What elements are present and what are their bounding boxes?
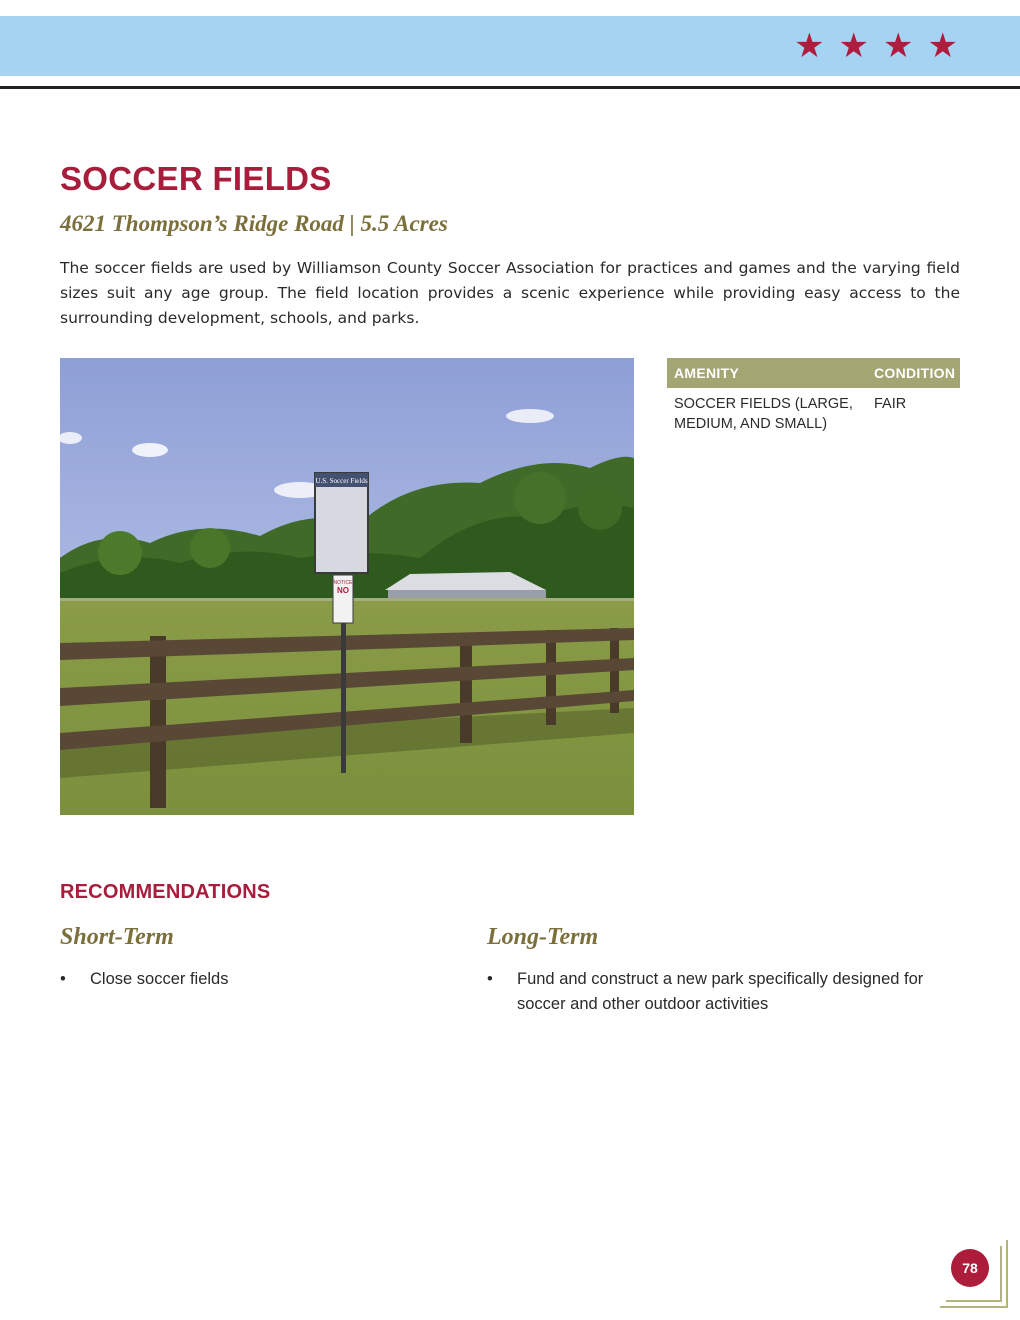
star-icon: ★ [883,26,914,66]
notice-header-text: NOTICE [333,580,353,586]
amenity-table [667,358,960,434]
star-icon: ★ [838,26,870,66]
long-term-heading: Long-Term [487,924,599,950]
amenity-cell: SOCCER FIELDS (LARGE, MEDIUM, AND SMALL) [674,396,853,432]
star-icon: ★ [794,26,825,66]
short-term-list [60,967,460,992]
page-subtitle: 4621 Thompson’s Ridge Road | 5.5 Acres [60,211,448,236]
page-title: SOCCER FIELDS [60,160,332,197]
long-term-list [487,967,957,1017]
page-number: 78 [951,1249,989,1287]
notice-no-text: NO [337,586,349,595]
header-divider [0,86,1020,89]
list-item: • Fund and construct a new park specifically designed for soccer and other outdoor activities [487,967,957,1017]
sign-title-text: U.S. Soccer Fields [315,477,368,485]
star-row [794,26,958,66]
table-row [667,388,960,434]
condition-cell: FAIR [874,396,907,412]
star-icon: ★ [927,26,958,66]
condition-column-header: CONDITION [867,358,960,388]
list-item: • Close soccer fields [60,967,460,992]
soccer-field-photo [60,358,634,815]
intro-paragraph: The soccer fields are used by Williamson County Soccer Association for practices and games and the varying field sizes suit any age group. The field location provides a scenic experience while providing easy access to the surrounding development, schools, and parks. [60,259,960,327]
header-banner [0,16,1020,76]
recommendations-title: RECOMMENDATIONS [60,881,271,903]
amenity-column-header: AMENITY [667,358,867,388]
short-term-heading: Short-Term [60,924,174,950]
